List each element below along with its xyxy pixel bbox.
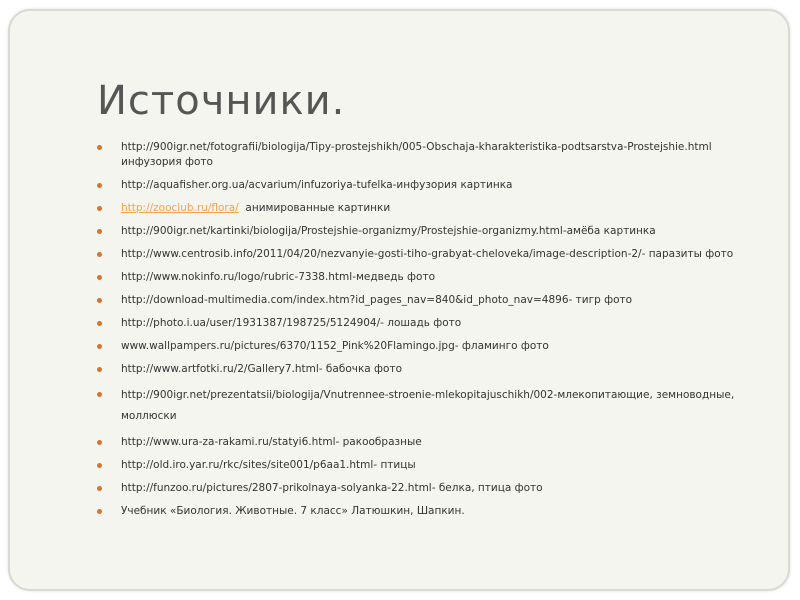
source-text: http://900igr.net/fotografii/biologija/Tipy-prostejshikh/005-Obschaja-kharakteristika-podtsarstva-Prostejshie.html инфузория фото	[121, 141, 712, 168]
source-text: http://www.nokinfo.ru/logo/rubric-7338.html-медведь фото	[121, 271, 436, 283]
list-item	[97, 385, 757, 427]
bullet-icon	[97, 367, 102, 372]
bullet-icon	[97, 509, 102, 514]
list-item	[97, 293, 757, 308]
list-item	[97, 247, 757, 262]
list-item	[97, 481, 757, 496]
list-item	[97, 140, 757, 170]
source-text: http://aquafisher.org.ua/acvarium/infuzoriya-tufelka-инфузория картинка	[121, 179, 513, 191]
list-item	[97, 339, 757, 354]
bullet-icon	[97, 486, 102, 491]
bullet-icon	[97, 206, 102, 211]
source-text: http://funzoo.ru/pictures/2807-prikolnaya-solyanka-22.html- белка, птица фото	[121, 482, 543, 494]
source-text: http://old.iro.yar.ru/rkc/sites/site001/p6aa1.html- птицы	[121, 459, 416, 471]
source-text: www.wallpampers.ru/pictures/6370/1152_Pink%20Flamingo.jpg- фламинго фото	[121, 340, 549, 352]
source-description: анимированные картинки	[245, 202, 391, 214]
sources-list	[97, 140, 757, 527]
bullet-icon	[97, 321, 102, 326]
source-text: http://900igr.net/kartinki/biologija/Prostejshie-organizmy/Prostejshie-organizmy.html-амёба картинка	[121, 225, 656, 237]
bullet-icon	[97, 252, 102, 257]
source-text: http://photo.i.ua/user/1931387/198725/5124904/- лошадь фото	[121, 317, 462, 329]
bullet-icon	[97, 463, 102, 468]
list-item	[97, 458, 757, 473]
list-item	[97, 224, 757, 239]
bullet-icon	[97, 275, 102, 280]
bullet-icon	[97, 298, 102, 303]
source-text: Учебник «Биология. Животные. 7 класс» Латюшкин, Шапкин.	[121, 505, 465, 517]
source-text: http://www.artfotki.ru/2/Gallery7.html- бабочка фото	[121, 363, 402, 375]
bullet-icon	[97, 229, 102, 234]
slide-frame	[8, 9, 790, 591]
source-text: http://download-multimedia.com/index.htm?id_pages_nav=840&id_photo_nav=4896- тигр фото	[121, 294, 633, 306]
list-item	[97, 435, 757, 450]
zooclub-link[interactable]: http://zooclub.ru/flora/	[121, 202, 239, 214]
source-text: http://www.ura-za-rakami.ru/statyi6.html- ракообразные	[121, 436, 422, 448]
bullet-icon	[97, 344, 102, 349]
list-item	[97, 504, 757, 519]
bullet-icon	[97, 145, 102, 150]
source-text: http://www.centrosib.info/2011/04/20/nezvanyie-gosti-tiho-grabyat-cheloveka/image-description-2/- паразиты фото	[121, 248, 734, 260]
bullet-icon	[97, 392, 102, 397]
list-item	[97, 178, 757, 193]
source-text	[121, 202, 390, 214]
source-text: http://900igr.net/prezentatsii/biologija/Vnutrennee-stroenie-mlekopitajuschikh/002-млекопитающие, земноводные, моллюски	[121, 389, 735, 422]
bullet-icon	[97, 183, 102, 188]
slide-title: Источники.	[97, 78, 346, 124]
list-item	[97, 270, 757, 285]
list-item	[97, 201, 757, 216]
list-item	[97, 316, 757, 331]
bullet-icon	[97, 440, 102, 445]
list-item	[97, 362, 757, 377]
